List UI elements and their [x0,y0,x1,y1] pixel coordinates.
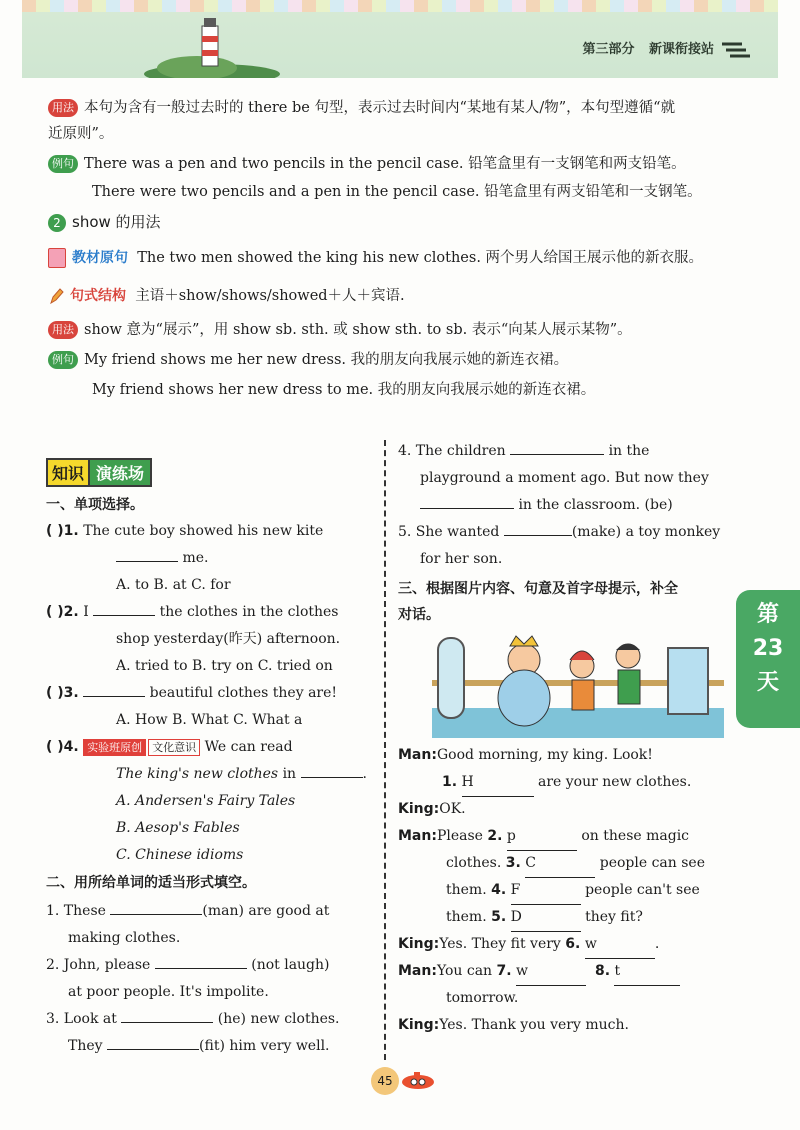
usage1-line1: 用法 本句为含有一般过去时的 there be 句型，表示过去时间内“某地有某人/物”，本句型遵循“就 [48,96,675,120]
section3-heading-line1: 三、根据图片内容、句意及首字母提示，补全 [398,581,678,597]
dialog-blank-2[interactable]: p [507,823,577,851]
section3-heading-line2: 对话。 [398,607,440,623]
example1-line2: There were two pencils and a pen in the pencil case. 铅笔盒里有两支铅笔和一支钢笔。 [92,184,702,200]
usage2-line: 用法 show 意为“展示”，用 show sb. sth. 或 show sth. to sb. 表示“向某人展示某物”。 [48,318,632,342]
q4-line1: ( )4. 实验班原创 文化意识 We can read [46,739,293,755]
q3-blank[interactable] [83,680,145,697]
dialog-line9: Man:You can 7. w 8. t [398,958,680,986]
dialog-line11: King:Yes. Thank you very much. [398,1017,629,1033]
fill1-line2: making clothes. [68,930,181,946]
header-section: 第三部分 [582,42,635,57]
day-side-tab: 第 23 天 [736,590,800,728]
fill4-blank-a[interactable] [510,438,604,455]
q2-line2: shop yesterday(昨天) afternoon. [116,631,341,647]
fill5-blank[interactable] [504,519,572,536]
q1-line1: ( )1. The cute boy showed his new kite [46,523,324,539]
example-tag: 例句 [48,155,78,173]
structure-line: 句式结构 主语＋show/shows/showed＋人＋宾语. [48,284,405,308]
fill4-blank-b[interactable] [420,492,514,509]
section1-heading: 一、单项选择。 [46,497,144,513]
fill1-line1: 1. These (man) are good at [46,898,329,925]
dialog-blank-3[interactable]: C [525,850,595,878]
dialog-blank-7[interactable]: w [516,958,586,986]
pencil-icon [48,287,64,305]
section2-heading: 二、用所给单词的适当形式填空。 [46,875,256,891]
fill3-line2: They (fit) him very well. [68,1033,330,1060]
dialog-blank-4[interactable]: F [511,877,581,905]
fill5-line1: 5. She wanted (make) a toy monkey [398,519,720,546]
dialog-line4: Man:Please 2. p on these magic [398,823,689,851]
fill3-line1: 3. Look at (he) new clothes. [46,1006,340,1033]
fill4-line3: in the classroom. (be) [420,492,673,519]
dialog-blank-5[interactable]: D [511,904,581,932]
dialog-line5: clothes. 3. C people can see [446,850,705,878]
fill2-blank[interactable] [155,952,247,969]
dialog-line1: Man:Good morning, my king. Look! [398,747,653,763]
fill3-blank-b[interactable] [107,1033,199,1050]
example2-line1: 例句 My friend shows me her new dress. 我的朋友向我展示她的新连衣裙。 [48,348,568,372]
q2-options: A. tried to B. try on C. tried on [116,658,333,674]
header-decor-strip [22,0,778,12]
fill4-line2: playground a moment ago. But now they [420,470,709,486]
king-new-clothes-illustration [432,628,724,738]
q3-line1: ( )3. beautiful clothes they are! [46,680,337,707]
q1-line2: me. [116,545,208,572]
fill3-blank-a[interactable] [121,1006,213,1023]
example2-line2: My friend shows her new dress to me. 我的朋友向我展示她的新连衣裙。 [92,382,596,398]
page-number: 45 [371,1067,399,1095]
dialog-line8: King:Yes. They fit very 6. w . [398,931,659,959]
book-icon [48,248,66,268]
dialog-blank-6[interactable]: w [585,931,655,959]
header-logo-icon [720,38,756,58]
q2-line1: ( )2. I the clothes in the clothes [46,599,339,626]
q2-blank[interactable] [93,599,155,616]
dialog-line6: them. 4. F people can't see [446,877,700,905]
section2-title: 2 show 的用法 [48,210,161,235]
dialog-blank-8[interactable]: t [614,958,680,986]
lighthouse-island-illustration [142,18,282,78]
q1-blank[interactable] [116,545,178,562]
culture-badge: 文化意识 [148,739,200,756]
usage1-line2: 近原则”。 [48,126,114,142]
fill4-line1: 4. The children in the [398,438,649,465]
textbook-sentence: 教材原句 The two men showed the king his new clothes. 两个男人给国王展示他的新衣服。 [48,246,703,270]
experiment-badge: 实验班原创 [83,739,146,756]
dialog-line2: 1. H are your new clothes. [442,769,691,797]
q4-line2: The king's new clothes in . [116,761,367,788]
q4-option-a: A. Andersen's Fairy Tales [116,793,296,809]
fill1-blank[interactable] [110,898,202,915]
header-course: 新课衔接站 [648,42,714,57]
submarine-icon [398,1070,436,1090]
q3-options: A. How B. What C. What a [116,712,303,728]
dialog-blank-1[interactable]: H [462,769,534,797]
dialog-line7: them. 5. D they fit? [446,904,643,932]
column-divider [384,440,386,1060]
fill2-line1: 2. John, please (not laugh) [46,952,330,979]
q4-blank[interactable] [301,761,363,778]
header-title [572,38,714,57]
fill5-line2: for her son. [420,551,503,567]
fill2-line2: at poor people. It's impolite. [68,984,269,1000]
usage-tag: 用法 [48,99,78,117]
q4-option-b: B. Aesop's Fables [116,820,240,836]
q1-options: A. to B. at C. for [116,577,231,593]
example1-line1: 例句 There was a pen and two pencils in the pencil case. 铅笔盒里有一支钢笔和两支铅笔。 [48,152,686,176]
practice-title: 知识 演练场 [46,458,152,484]
dialog-line10: tomorrow. [446,990,519,1006]
page-header [22,0,778,78]
dialog-line3: King:OK. [398,801,466,817]
q4-option-c: C. Chinese idioms [116,847,244,863]
